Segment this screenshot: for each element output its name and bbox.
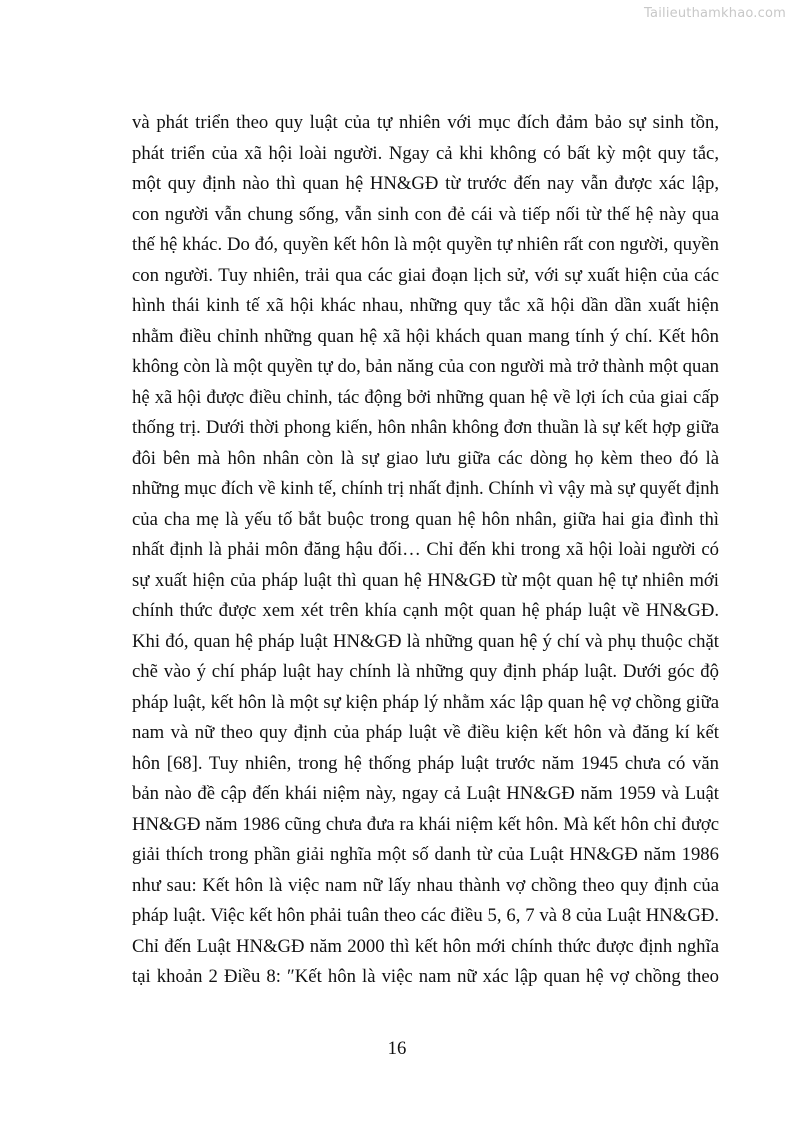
text-line: thống trị. Dưới thời phong kiến, hôn nhân không đơn thuần là sự kết hợp giữa (132, 417, 719, 438)
text-line: con người vẫn chung sống, vẫn sinh con đẻ cái và tiếp nối từ thế hệ này qua (132, 203, 719, 225)
watermark: Tailieuthamkhao.com (644, 6, 786, 21)
text-line: hệ xã hội được điều chỉnh, tác động bởi những quan hệ về lợi ích của giai cấp (132, 386, 719, 408)
text-line: đôi bên mà hôn nhân còn là sự giao lưu giữa các dòng họ kèm theo đó là (132, 447, 719, 469)
text-line: không còn là một quyền tự do, bản năng của con người mà trở thành một quan (132, 356, 719, 377)
text-line: hôn [68]. Tuy nhiên, trong hệ thống pháp luật trước năm 1945 chưa có văn (132, 752, 719, 774)
text-line: sự xuất hiện của pháp luật thì quan hệ HN&GĐ từ một quan hệ tự nhiên mới (132, 569, 719, 591)
text-line: nhất định là phải môn đăng hậu đối… Chỉ đến khi trong xã hội loài người có (132, 539, 719, 560)
text-line: và phát triển theo quy luật của tự nhiên với mục đích đảm bảo sự sinh tồn, (132, 112, 719, 133)
text-line: Chỉ đến Luật HN&GĐ năm 2000 thì kết hôn mới chính thức được định nghĩa (132, 935, 719, 957)
text-line: thế hệ khác. Do đó, quyền kết hôn là một quyền tự nhiên rất con người, quyền (132, 234, 719, 255)
text-line: một quy định nào thì quan hệ HN&GĐ từ trước đến nay vẫn được xác lập, (132, 173, 719, 194)
text-line: phát triển của xã hội loài người. Ngay cả khi không có bất kỳ một quy tắc, (132, 142, 719, 164)
text-line: nhằm điều chỉnh những quan hệ xã hội khách quan mang tính ý chí. Kết hôn (132, 325, 719, 347)
text-line: chẽ vào ý chí pháp luật hay chính là những quy định pháp luật. Dưới góc độ (132, 661, 719, 682)
text-line: giải thích trong phần giải nghĩa một số danh từ của Luật HN&GĐ năm 1986 (132, 844, 719, 865)
text-line: nam và nữ theo quy định của pháp luật về điều kiện kết hôn và đăng kí kết (132, 722, 719, 743)
text-line: Khi đó, quan hệ pháp luật HN&GĐ là những quan hệ ý chí và phụ thuộc chặt (132, 630, 719, 652)
text-line: tại khoản 2 Điều 8: ″Kết hôn là việc nam nữ xác lập quan hệ vợ chồng theo (132, 966, 719, 987)
text-line: HN&GĐ năm 1986 cũng chưa đưa ra khái niệm kết hôn. Mà kết hôn chỉ được (132, 813, 719, 835)
text-line: con người. Tuy nhiên, trải qua các giai đoạn lịch sử, với sự xuất hiện của các (132, 264, 719, 286)
text-line: của cha mẹ là yếu tố bắt buộc trong quan hệ hôn nhân, giữa hai gia đình thì (132, 508, 719, 530)
text-line: bản nào đề cập đến khái niệm này, ngay cả Luật HN&GĐ năm 1959 và Luật (132, 783, 719, 804)
text-line: như sau: Kết hôn là việc nam nữ lấy nhau thành vợ chồng theo quy định của (132, 874, 719, 896)
text-line: hình thái kinh tế xã hội khác nhau, những quy tắc xã hội dần dần xuất hiện (132, 295, 719, 316)
text-line: pháp luật, kết hôn là một sự kiện pháp lý nhằm xác lập quan hệ vợ chồng giữa (132, 691, 719, 713)
text-line: chính thức được xem xét trên khía cạnh một quan hệ pháp luật về HN&GĐ. (132, 600, 719, 621)
body-paragraph (132, 108, 719, 993)
text-line: pháp luật. Việc kết hôn phải tuân theo các điều 5, 6, 7 và 8 của Luật HN&GĐ. (132, 905, 719, 926)
page-number: 16 (387, 1038, 407, 1059)
text-line: những mục đích về kinh tế, chính trị nhất định. Chính vì vậy mà sự quyết định (132, 478, 719, 499)
